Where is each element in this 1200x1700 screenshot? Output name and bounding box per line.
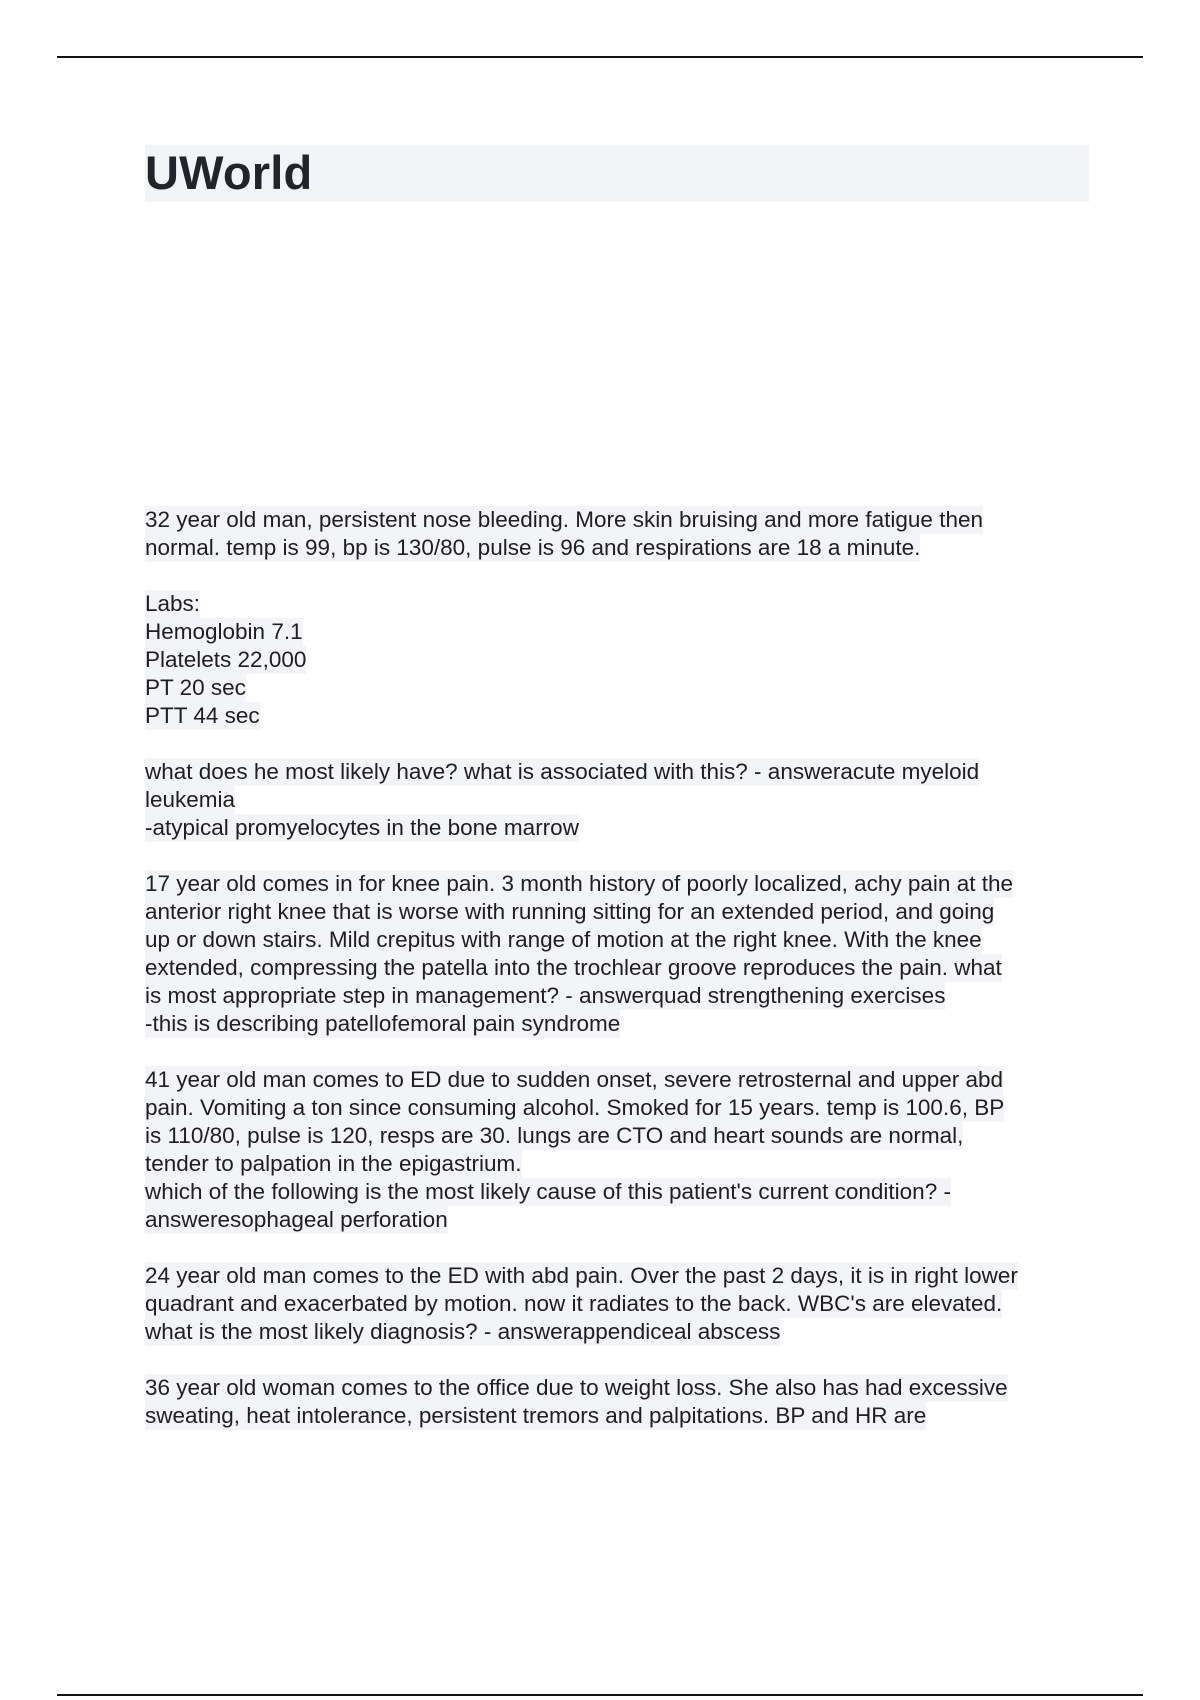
- paragraph-answer-1: [145, 758, 1095, 842]
- text-line: anterior right knee that is worse with running sitting for an extended period, and going: [145, 899, 995, 924]
- text-line: which of the following is the most likely cause of this patient's current condition? -: [145, 1179, 951, 1204]
- paragraph-case-4: [145, 1262, 1095, 1346]
- text-line: Hemoglobin 7.1: [145, 619, 303, 644]
- page-title: UWorld: [145, 146, 313, 199]
- top-rule: [57, 56, 1143, 58]
- text-line: up or down stairs. Mild crepitus with range of motion at the right knee. With the knee: [145, 927, 982, 952]
- text-line: -atypical promyelocytes in the bone marrow: [145, 815, 579, 840]
- text-line: 32 year old man, persistent nose bleeding. More skin bruising and more fatigue then: [145, 507, 983, 532]
- text-line: PT 20 sec: [145, 675, 246, 700]
- text-line: 36 year old woman comes to the office due to weight loss. She also has had excessive: [145, 1375, 1008, 1400]
- text-line: PTT 44 sec: [145, 703, 260, 728]
- text-line: Labs:: [145, 591, 201, 616]
- bottom-rule: [57, 1694, 1143, 1696]
- document-body: [145, 506, 1095, 1458]
- paragraph-case-5: [145, 1374, 1095, 1430]
- text-line: is most appropriate step in management? - answerquad strengthening exercises: [145, 983, 946, 1008]
- text-line: -this is describing patellofemoral pain syndrome: [145, 1011, 621, 1036]
- text-line: 17 year old comes in for knee pain. 3 month history of poorly localized, achy pain at the: [145, 871, 1013, 896]
- text-line: leukemia: [145, 787, 236, 812]
- text-line: pain. Vomiting a ton since consuming alcohol. Smoked for 15 years. temp is 100.6, BP: [145, 1095, 1005, 1120]
- paragraph-labs: [145, 590, 1095, 730]
- paragraph-case-1: [145, 506, 1095, 562]
- text-line: what does he most likely have? what is associated with this? - answeracute myeloid: [145, 759, 980, 784]
- text-line: extended, compressing the patella into the trochlear groove reproduces the pain. what: [145, 955, 1002, 980]
- text-line: 24 year old man comes to the ED with abd pain. Over the past 2 days, it is in right lower: [145, 1263, 1018, 1288]
- text-line: quadrant and exacerbated by motion. now it radiates to the back. WBC's are elevated.: [145, 1291, 1003, 1316]
- text-line: 41 year old man comes to ED due to sudden onset, severe retrosternal and upper abd: [145, 1067, 1004, 1092]
- text-line: what is the most likely diagnosis? - answerappendiceal abscess: [145, 1319, 781, 1344]
- text-line: tender to palpation in the epigastrium.: [145, 1151, 522, 1176]
- paragraph-case-3: [145, 1066, 1095, 1234]
- text-line: answeresophageal perforation: [145, 1207, 448, 1232]
- paragraph-case-2: [145, 870, 1095, 1038]
- text-line: normal. temp is 99, bp is 130/80, pulse is 96 and respirations are 18 a minute.: [145, 535, 921, 560]
- text-line: is 110/80, pulse is 120, resps are 30. lungs are CTO and heart sounds are normal,: [145, 1123, 964, 1148]
- text-line: sweating, heat intolerance, persistent tremors and palpitations. BP and HR are: [145, 1403, 927, 1428]
- text-line: Platelets 22,000: [145, 647, 307, 672]
